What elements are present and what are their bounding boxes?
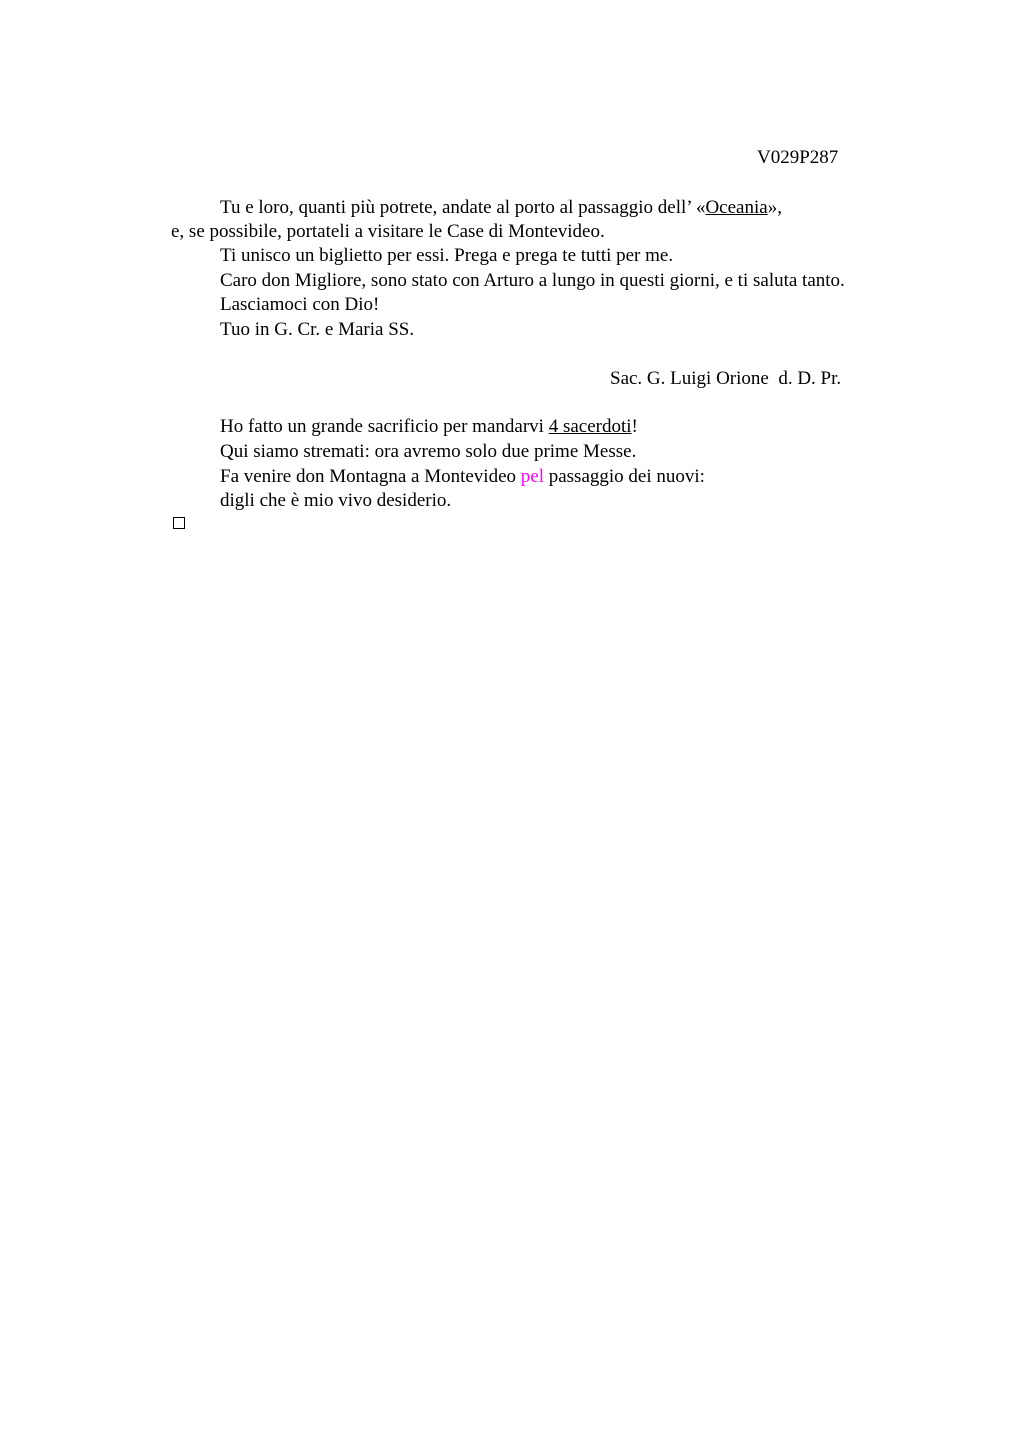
letter-line-4: Caro don Migliore, sono stato con Arturo a lungo in questi giorni, e ti saluta tanto.: [220, 270, 845, 291]
ship-name-oceania: Oceania: [705, 197, 768, 218]
postscript-line-1-end: !: [631, 416, 638, 437]
letter-line-1: [220, 196, 782, 220]
postscript-line-1-text: Ho fatto un grande sacrificio per mandarvi: [220, 416, 549, 437]
letter-line-1-text: Tu e loro, quanti più potrete, andate al porto al passaggio dell’ «: [220, 197, 706, 218]
underlined-priests-count: 4 sacerdoti: [548, 416, 632, 437]
postscript-line-1: [220, 415, 638, 439]
postscript-line-2: Qui siamo stremati: ora avremo solo due prime Messe.: [220, 441, 637, 462]
letter-line-3: Ti unisco un biglietto per essi. Prega e prega te tutti per me.: [220, 245, 674, 266]
signature: Sac. G. Luigi Orione d. D. Pr.: [610, 368, 842, 389]
postscript-line-3-text: Fa venire don Montagna a Montevideo: [220, 466, 521, 487]
postscript-line-3-end: passaggio dei nuovi:: [543, 466, 705, 487]
letter-closing: Tuo in G. Cr. e Maria SS.: [220, 319, 415, 340]
letter-line-2: e, se possibile, portateli a visitare le Case di Montevideo.: [171, 221, 605, 242]
highlighted-word-pel: pel: [520, 466, 544, 487]
page-reference: V029P287: [757, 147, 839, 168]
postscript-line-4: digli che è mio vivo desiderio.: [220, 490, 452, 511]
letter-line-5: Lasciamoci con Dio!: [220, 294, 380, 315]
empty-square-icon: [173, 517, 185, 529]
letter-line-1-end: »,: [767, 197, 782, 218]
postscript-line-3: [220, 465, 705, 489]
